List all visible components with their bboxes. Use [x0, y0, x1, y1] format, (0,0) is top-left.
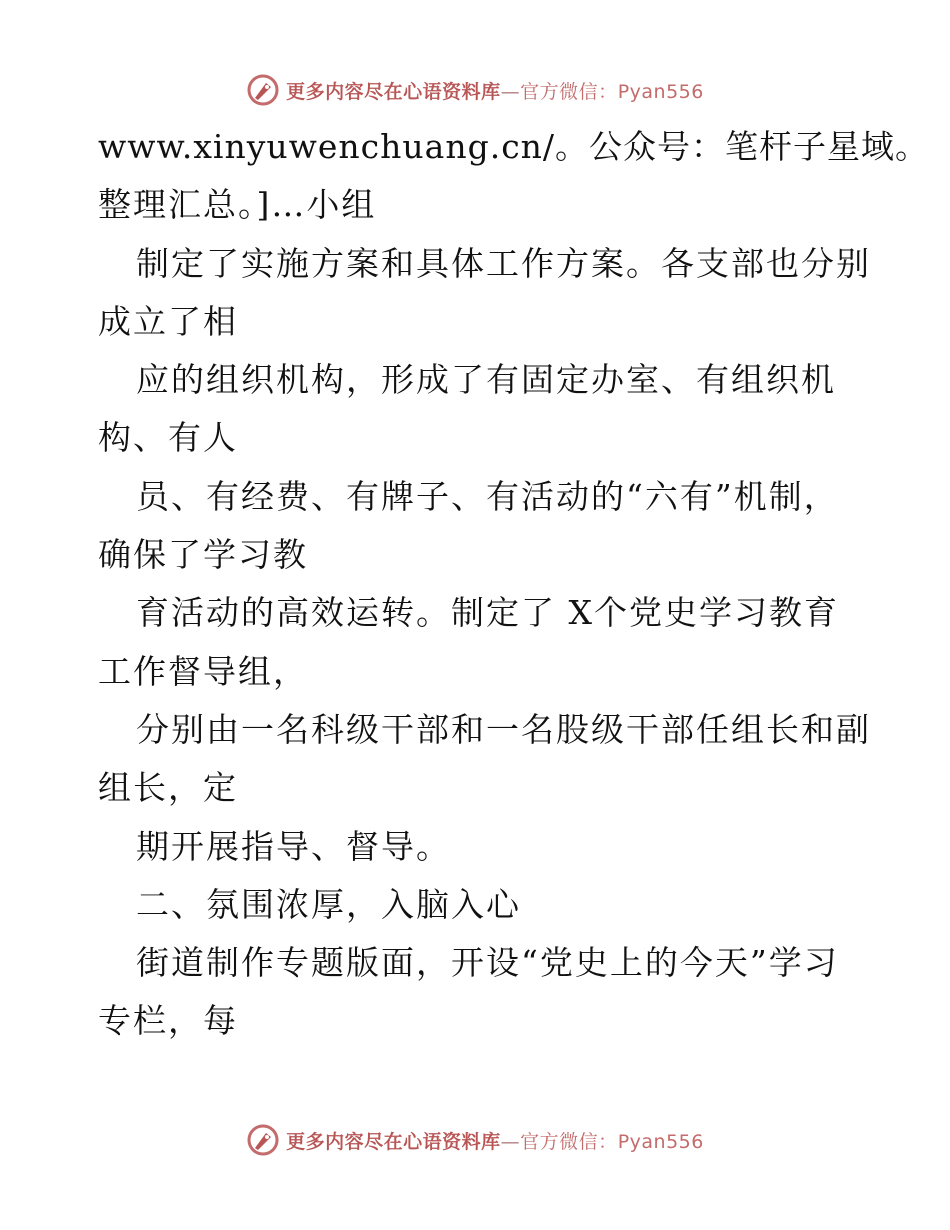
watermark-separator: —	[500, 1130, 521, 1153]
text-line: 制定了实施方案和具体工作方案。各支部也分别	[136, 243, 871, 283]
watermark-highlight: 更多内容尽在心语资料库	[286, 1130, 501, 1153]
text-line: 构、有人	[98, 418, 238, 458]
watermark-text	[286, 1127, 704, 1154]
watermark-separator: —	[500, 80, 521, 103]
text-line: 工作督导组，	[98, 651, 308, 691]
text-line: 组长，定	[98, 768, 238, 808]
text-line: 员、有经费、有牌子、有活动的“六有”机制，	[136, 476, 839, 516]
pen-nib-circle-icon	[246, 1123, 280, 1157]
text-line: 确保了学习教	[98, 535, 308, 575]
section-heading: 二、氛围浓厚，入脑入心	[136, 884, 521, 924]
text-line: 街道制作专题版面，开设“党史上的今天”学习	[136, 943, 839, 983]
watermark-suffix: 官方微信：	[520, 80, 618, 103]
document-body	[98, 118, 930, 1051]
footer-watermark	[0, 1120, 950, 1160]
header-watermark	[0, 70, 950, 110]
text-line: 专栏，每	[98, 1001, 238, 1041]
text-line: 成立了相	[98, 301, 238, 341]
text-line: 应的组织机构，形成了有固定办室、有组织机	[136, 360, 836, 400]
watermark-suffix: 官方微信：	[520, 1130, 618, 1153]
text-line: www.xinyuwenchuang.cn/。公众号：笔杆子星域。	[98, 127, 930, 166]
watermark-account: Pyan556	[617, 80, 704, 103]
text-line: 分别由一名科级干部和一名股级干部任组长和副	[136, 709, 871, 749]
text-line: 整理汇总。]…小组	[98, 185, 377, 225]
text-line: 育活动的高效运转。制定了 X个党史学习教育	[136, 593, 839, 633]
pen-nib-circle-icon	[246, 73, 280, 107]
text-line: 期开展指导、督导。	[136, 826, 451, 866]
watermark-text	[286, 77, 704, 104]
watermark-account: Pyan556	[617, 1130, 704, 1153]
watermark-highlight: 更多内容尽在心语资料库	[286, 80, 501, 103]
